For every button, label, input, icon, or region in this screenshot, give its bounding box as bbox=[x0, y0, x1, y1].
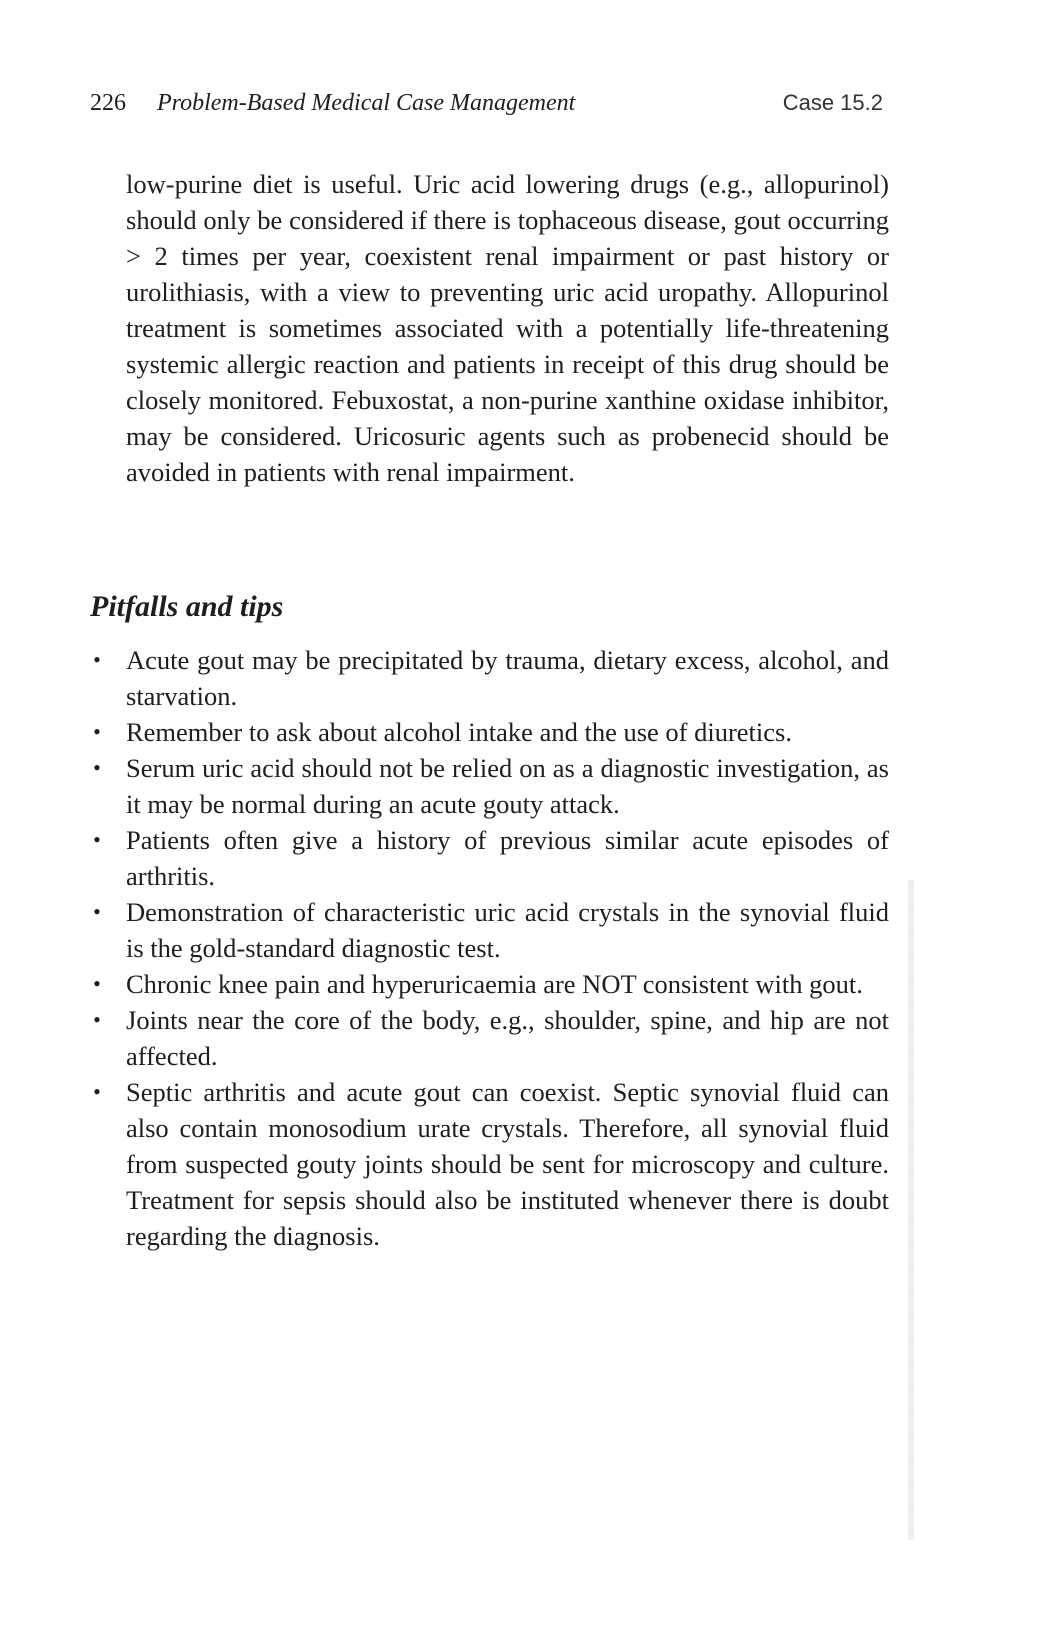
list-item-text: Patients often give a history of previous similar acute episodes of arthritis. bbox=[126, 825, 889, 891]
list-item bbox=[90, 822, 889, 894]
list-item-text: Remember to ask about alcohol intake and the use of diuretics. bbox=[126, 717, 792, 747]
case-label: Case 15.2 bbox=[782, 90, 883, 115]
list-item bbox=[90, 750, 889, 822]
list-item bbox=[90, 714, 889, 750]
section-heading: Pitfalls and tips bbox=[90, 590, 284, 623]
bullet-icon: • bbox=[93, 899, 101, 924]
bullet-icon: • bbox=[93, 827, 101, 852]
list-item bbox=[90, 894, 889, 966]
bullet-icon: • bbox=[93, 755, 101, 780]
list-item-text: Chronic knee pain and hyperuricaemia are NOT consistent with gout. bbox=[126, 969, 863, 999]
pitfalls-list bbox=[90, 642, 889, 1254]
bullet-icon: • bbox=[93, 1007, 101, 1032]
bullet-icon: • bbox=[93, 1079, 101, 1104]
list-item-text: Acute gout may be precipitated by trauma, dietary excess, alcohol, and starvation. bbox=[126, 645, 889, 711]
scan-edge-shadow bbox=[908, 880, 914, 1540]
list-item bbox=[90, 1074, 889, 1254]
running-header bbox=[90, 86, 890, 120]
list-item bbox=[90, 1002, 889, 1074]
list-item-text: Demonstration of characteristic uric acid crystals in the synovial fluid is the gold-standard diagnostic test. bbox=[126, 897, 889, 963]
bullet-icon: • bbox=[93, 647, 101, 672]
bullet-icon: • bbox=[93, 971, 101, 996]
bullet-icon: • bbox=[93, 719, 101, 744]
list-item bbox=[90, 966, 889, 1002]
list-item-text: Serum uric acid should not be relied on as a diagnostic investigation, as it may be normal during an acute gouty attack. bbox=[126, 753, 889, 819]
list-item bbox=[90, 642, 889, 714]
body-paragraph: low-purine diet is useful. Uric acid lowering drugs (e.g., allopurinol) should only be considered if there is tophaceous disease, gout occurring > 2 times per year, coexistent renal impairment or past history or urolithiasis, with a view to preventing uric acid uropathy. Allopurinol treatment is sometimes associated with a potentially life-threatening systemic allergic reaction and patients in receipt of this drug should be closely monitored. Febuxostat, a non-purine xanthine oxidase inhibitor, may be considered. Uricosuric agents such as probenecid should be avoided in patients with renal impairment. bbox=[126, 169, 889, 487]
list-item-text: Joints near the core of the body, e.g., shoulder, spine, and hip are not affected. bbox=[126, 1005, 889, 1071]
book-title: Problem-Based Medical Case Management bbox=[157, 90, 576, 116]
page-number: 226 bbox=[90, 90, 126, 116]
list-item-text: Septic arthritis and acute gout can coexist. Septic synovial fluid can also contain monosodium urate crystals. Therefore, all synovial fluid from suspected gouty joints should be sent for microscopy and culture. Treatment for sepsis should also be instituted whenever there is doubt regarding the diagnosis. bbox=[126, 1077, 889, 1251]
